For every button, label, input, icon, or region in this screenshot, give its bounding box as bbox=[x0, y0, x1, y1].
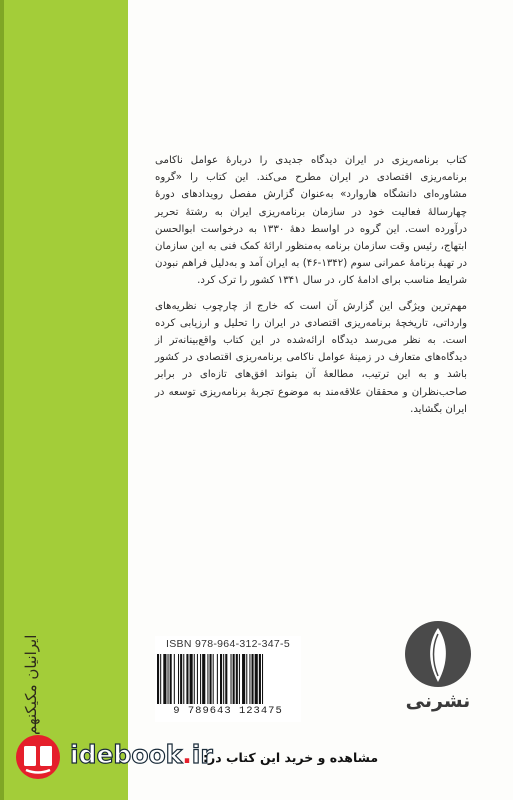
brand-dot: . bbox=[182, 740, 192, 769]
barcode-bars bbox=[157, 654, 299, 704]
book-circle-icon bbox=[14, 733, 62, 781]
author-name-vertical: ایرانیان مکیکنهم bbox=[22, 634, 40, 735]
watermark-call-to-action: مشاهده و خرید این کتاب در: bbox=[203, 750, 379, 765]
isbn-label: ISBN 978-964-312-347-5 bbox=[166, 638, 290, 650]
book-description bbox=[155, 152, 467, 426]
publisher-name: نشرنی bbox=[405, 690, 471, 712]
brand-name: idebook bbox=[70, 740, 183, 769]
barcode-digits: 9 789643 123475 bbox=[173, 705, 283, 717]
brand-tld: ir bbox=[191, 740, 213, 769]
isbn-barcode bbox=[155, 636, 301, 722]
green-spine-strip bbox=[0, 0, 128, 800]
watermark-brand bbox=[70, 740, 213, 769]
description-paragraph-2: مهم‌ترین ویژگی این گزارش آن است که خارج از چارچوب نظریه‌های وارداتی، تاریخچهٔ برنامه‌ریزی اقتصادی در ایران را تحلیل و ارزیابی کرده است. به نظر می‌رسد دیدگاه ارائه‌شده در این کتاب واقع‌بینانه‌تر از دیدگاه‌های متعارف در زمینهٔ عوامل ناکامی برنامه‌ریزی اقتصادی در کشور باشد و به این ترتیب، مطالعهٔ آن بتواند افق‌های تازه‌ای در برابر صاحب‌نظران و محققان علاقه‌مند به موضوع تجربهٔ برنامه‌ریزی توسعه در ایران بگشاید. bbox=[155, 300, 467, 415]
idebook-watermark-banner[interactable] bbox=[0, 731, 513, 800]
description-paragraph-1: کتاب برنامه‌ریزی در ایران دیدگاه جدیدی را دربارهٔ عوامل ناکامی برنامه‌ریزی اقتصادی در ایران مطرح می‌کند. این کتاب را «گروه مشاوره‌ای دانشگاه هاروارد» به‌عنوان گزارش مفصل رویدادهای دورهٔ چهارسالهٔ فعالیت خود در سازمان برنامه‌ریزی ایران به رشتهٔ تحریر درآورده است. این گروه در اواسط دههٔ ۱۳۳۰ به درخواست ابوالحسن ابتهاج، رئیس وقت سازمان برنامه به‌منظور ارائهٔ کمک فنی به این سازمان در تهیهٔ برنامهٔ عمرانی سوم (۱۳۴۲-۴۶) به ایران آمد و به‌دلیل فراهم نبودن شرایط مناسب برای ادامهٔ کار، در سال ۱۳۴۱ کشور را ترک کرد. bbox=[155, 155, 467, 287]
cover-edge bbox=[0, 0, 4, 800]
